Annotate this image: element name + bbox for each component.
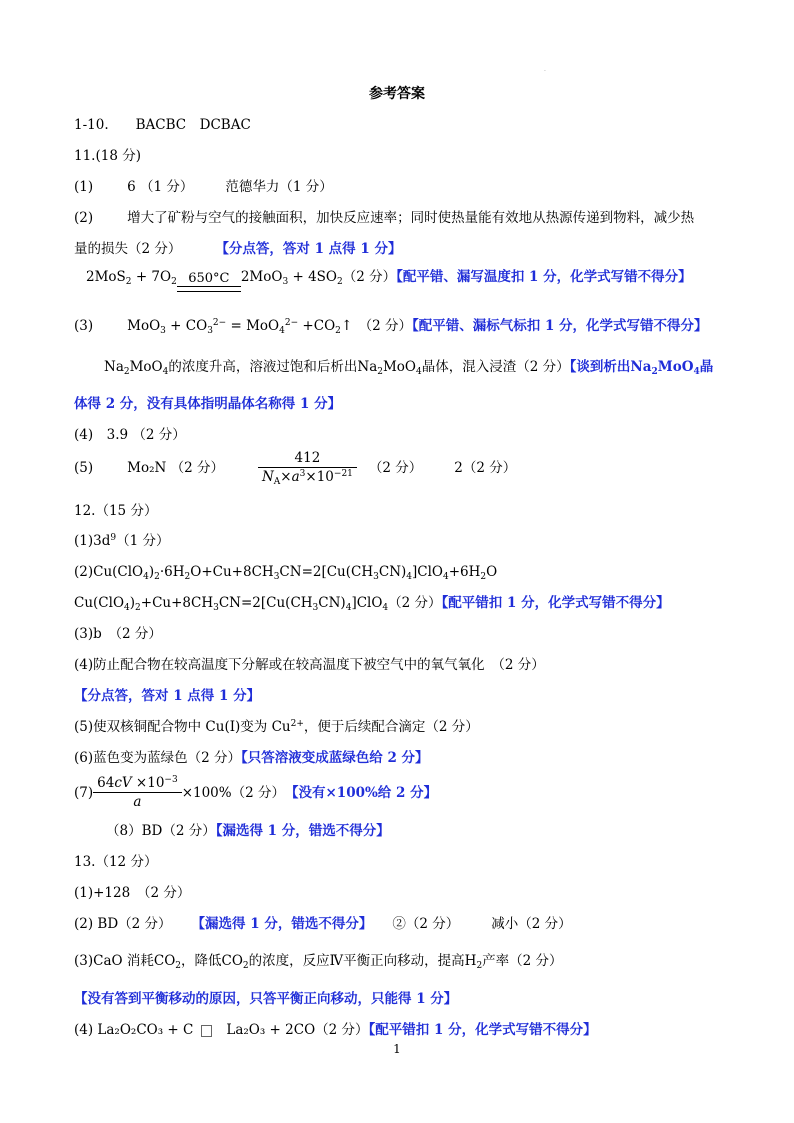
q13-3-note: 【没有答到平衡移动的原因，只答平衡正向移动，只能得 1 分】 [74,991,458,1007]
q12-8: （8）BD（2 分）【漏选得 1 分，错选不得分】 [106,823,390,839]
q12-2-equation-2: $Cu(ClO_4)_2+Cu+8CH_3CN=2[Cu(CH_3CN)_4]ClO_4(2$ 分）【配平错扣 1 分，化学式写错不得分】 [74,595,670,613]
q12-2-equation-1: $(2)Cu(ClO_4)_2\cdot 6H_2O+Cu+8CH_3CN=2[Cu(CH_3CN)_4]ClO_4+6H_2O$ [74,564,498,582]
q11-3-explanation: $Na_2MoO_4$的浓度升高，溶液过饱和后析出$Na_2MoO_4$晶体，混入浸渣（2 分）【谈到析出$Na_2MoO_4$晶 [104,359,714,377]
q11-heading: 11.(18 分) [74,148,141,164]
q11-3-note: 体得 2 分，没有具体指明晶体名称得 1 分】 [74,396,342,412]
q12-1: $(1)3d^9(1$ 分） [74,533,170,549]
q13-3: (3)CaO 消耗$CO_2$，降低$CO_2$的浓度，反应Ⅳ平衡正向移动，提高$H_2$产率（2 分） [74,953,563,971]
q13-4: (4) La₂O₂CO₃ + C La₂O₃ + 2CO（2 分）【配平错扣 1 分，化学式写错不得分】 [74,1022,597,1038]
q12-5: (5)使双核铜配合物中 Cu(I)变为 $Cu^{2+}$，便于后续配合滴定（2 分） [74,719,479,735]
q12-7: (7) $\frac{64cV \times 10^{-3}}{a}$ ×100%（2 分）【没有×100%给 2 分】 [74,775,438,810]
missing-symbol-box [201,1025,212,1037]
q12-3: (3)b （2 分） [74,626,162,642]
q11-2-cont: 量的损失（2 分） 【分点答，答对 1 点得 1 分】 [74,241,402,257]
q11-2: (2) 增大了矿粉与空气的接触面积，加快反应速率；同时使热量能有效地从热源传递到物料，减少热 [74,210,695,226]
q11-3: (3) $MoO_3 + CO_3^{2-} = MoO_4^{2-}$ $+CO_2↑$ （2 分）【配平错、漏标气标扣 1 分，化学式写错不得分】 [74,318,708,336]
q13-1: (1)+128 （2 分） [74,885,191,901]
scan-dot: . [544,66,546,73]
q12-6: (6)蓝色变为蓝绿色（2 分）【只答溶液变成蓝绿色给 2 分】 [74,750,429,766]
q12-4-note: 【分点答，答对 1 点得 1 分】 [74,688,261,704]
q11-1: (1) 6 （1 分） 范德华力（1 分） [74,179,333,195]
page-title: 参考答案 [369,86,425,102]
q12-4: (4)防止配合物在较高温度下分解或在较高温度下被空气中的氧气氧化 （2 分） [74,657,545,673]
q13-2: (2) BD（2 分） 【漏选得 1 分，错选不得分】 ②（2 分） 减小（2 分） [74,916,572,932]
q11-4: (4) 3.9 （2 分） [74,427,186,443]
page-number: 1 [393,1042,401,1056]
q12-heading: 12.（15 分） [74,503,158,519]
q11-5: (5) Mo₂N （2 分） $\frac{412}{N_A\times a^3\times 10^{-21}}$ （2 分） 2（2 分） [74,450,517,487]
q13-heading: 13.（12 分） [74,854,158,870]
answers-1-10: 1-10. BACBC DCBAC [74,117,251,133]
q11-equation-1: $2MoS_2 + 7O_2$ 650°C $2MoO_3 + 4SO_2(2$ 分）【配平错、漏写温度扣 1 分，化学式写错不得分】 [86,262,692,292]
